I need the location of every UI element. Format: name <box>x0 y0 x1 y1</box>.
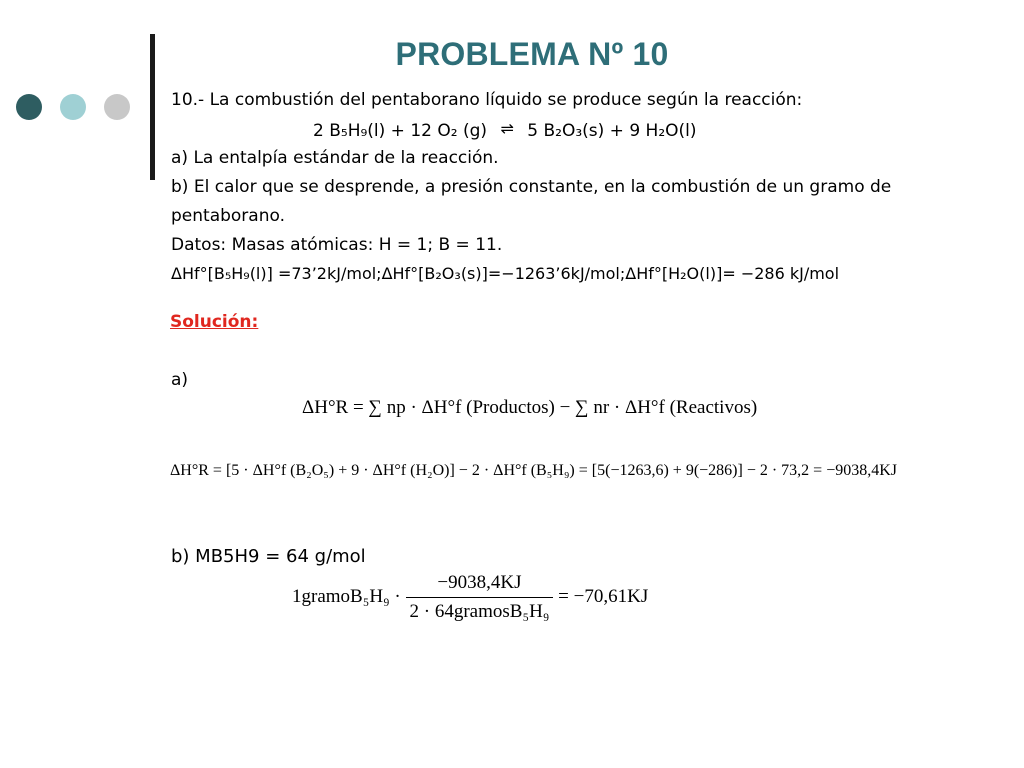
equilibrium-arrow-icon: ⇌ <box>500 119 514 138</box>
reaction-right: 5 B₂O₃(s) + 9 H₂O(l) <box>527 121 697 141</box>
heat-per-gram-calc <box>292 572 648 623</box>
calc-result: = −70,61KJ <box>558 585 649 607</box>
reaction-equation <box>313 118 697 142</box>
enthalpy-calculation: ΔH°R = [5 · ΔH°f (B₂O₅) + 9 · ΔH°f (H₂O)] − 2 · ΔH°f (B₅H₉) = [5(−1263,6) + 9(−286)] − 2 · 73,2 = −9038,4KJ <box>170 462 897 479</box>
slide-title: PROBLEMA Nº 10 <box>395 36 669 72</box>
reaction-left: 2 B₅H₉(l) + 12 O₂ (g) <box>313 121 488 141</box>
atomic-masses: Datos: Masas atómicas: H = 1; B = 11. <box>171 235 503 255</box>
solution-a-label: a) <box>171 370 189 390</box>
calc-denominator: 2 · 64gramosB₅H₉ <box>409 601 550 622</box>
decor-dot-2 <box>60 94 86 120</box>
question-a: a) La entalpía estándar de la reacción. <box>171 148 499 168</box>
formation-enthalpies: ΔHf°[B₅H₉(l)] =73’2kJ/mol;ΔHf°[B₂O₃(s)]=−1263’6kJ/mol;ΔHf°[H₂O(l)]= −286 kJ/mol <box>171 264 840 283</box>
decor-dot-3 <box>104 94 130 120</box>
calc-lhs: 1gramoB₅H₉ · <box>292 585 401 607</box>
question-b-line-2: pentaborano. <box>171 206 285 226</box>
calc-fraction <box>406 572 554 623</box>
solution-heading: Solución: <box>170 312 259 332</box>
calc-numerator: −9038,4KJ <box>406 572 554 598</box>
enthalpy-general-formula: ΔH°R = ∑ np · ΔH°f (Productos) − ∑ nr · ΔH°f (Reactivos) <box>302 397 758 418</box>
molar-mass-line: b) MB5H9 = 64 g/mol <box>171 546 366 567</box>
title-divider <box>150 34 155 180</box>
question-b-line-1: b) El calor que se desprende, a presión constante, en la combustión de un gramo de <box>171 177 892 197</box>
decor-dot-1 <box>16 94 42 120</box>
problem-statement: 10.- La combustión del pentaborano líquido se produce según la reacción: <box>171 90 803 110</box>
